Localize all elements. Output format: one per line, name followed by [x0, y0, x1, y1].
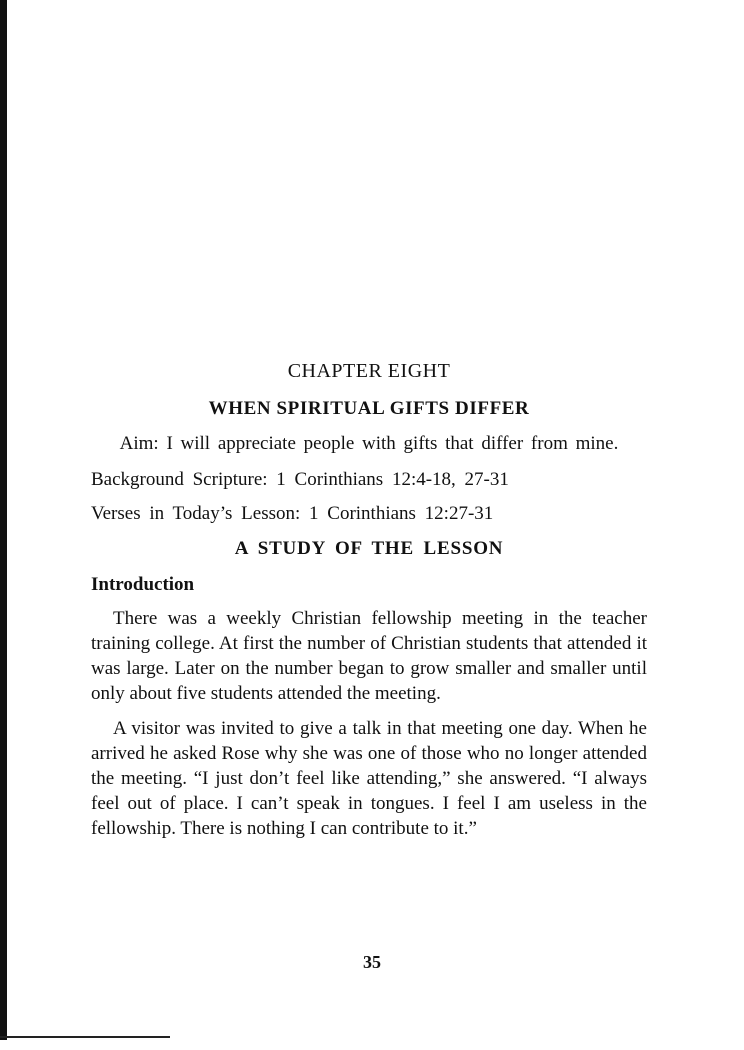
introduction-paragraph-1: There was a weekly Christian fellowship meeting in the teacher training college. At first the number of Christian students that attended it was large. Later on the number began to grow smaller and smaller until only about five students attended the meeting. — [91, 608, 647, 704]
scan-edge-left — [0, 0, 7, 1040]
page-body — [91, 358, 647, 851]
introduction-paragraph-2: A visitor was invited to give a talk in that meeting one day. When he arrived he asked Rose why she was one of those who no longer attended the meeting. “I just don’t feel like attending,” she answered. “I always feel out of place. I can’t speak in tongues. I feel I am useless in the fellowship. There is nothing I can contribute to it.” — [91, 718, 647, 839]
scan-edge-bottom — [0, 1036, 170, 1038]
section-title: A STUDY OF THE LESSON — [234, 538, 504, 559]
chapter-label: CHAPTER EIGHT — [287, 360, 451, 382]
introduction-heading: Introduction — [91, 574, 195, 595]
lesson-verses: Verses in Today’s Lesson: 1 Corinthians 12:27-31 — [91, 503, 494, 524]
chapter-title: WHEN SPIRITUAL GIFTS DIFFER — [208, 398, 530, 419]
page-number: 35 — [363, 952, 381, 972]
lesson-aim: Aim: I will appreciate people with gifts that differ from mine. — [119, 433, 619, 454]
background-scripture: Background Scripture: 1 Corinthians 12:4-18, 27-31 — [91, 469, 509, 490]
